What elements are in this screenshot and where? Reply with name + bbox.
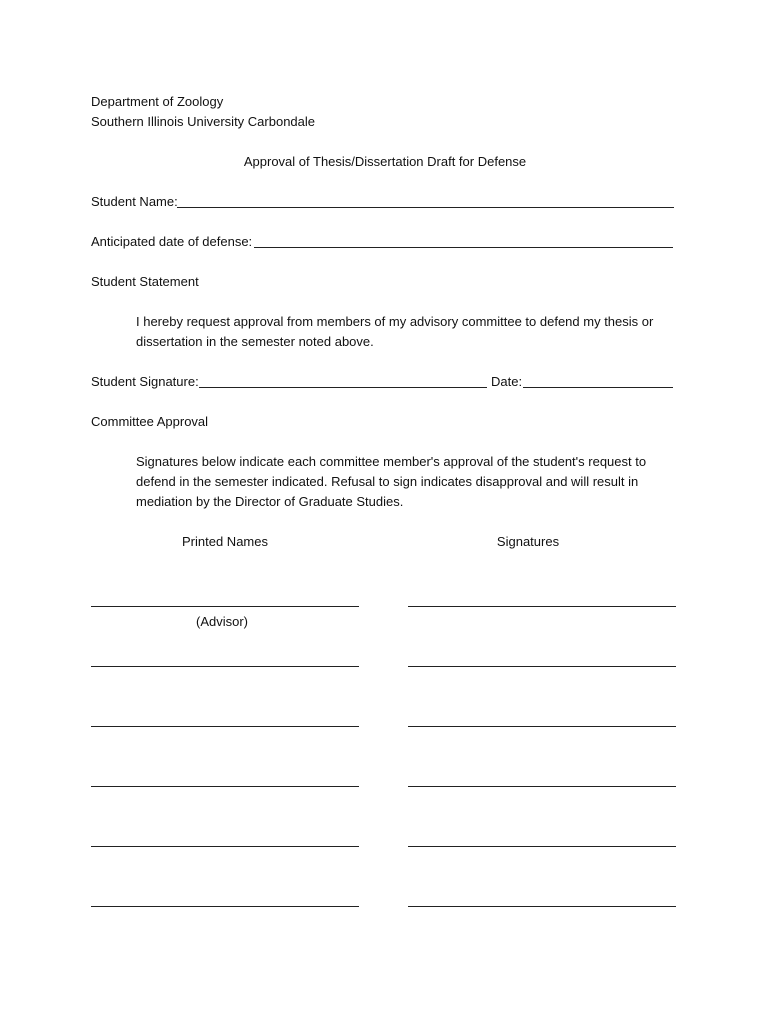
- date-field[interactable]: [523, 387, 673, 388]
- student-statement-heading: Student Statement: [91, 274, 199, 289]
- student-name-field[interactable]: [177, 207, 674, 208]
- form-title: Approval of Thesis/Dissertation Draft for Defense: [243, 154, 527, 169]
- department-name: Department of Zoology: [91, 94, 224, 109]
- committee-approval-text: Signatures below indicate each committee member's approval of the student's request to defend in the semester indicated. Refusal to sign indicates disapproval and will result in mediation by the Director of Graduate Studies.: [136, 454, 647, 509]
- student-name-label: Student Name:: [91, 194, 178, 209]
- printed-name-line-5[interactable]: [91, 846, 359, 847]
- student-signature-field[interactable]: [199, 387, 487, 388]
- signature-line-4[interactable]: [408, 786, 676, 787]
- student-signature-label: Student Signature:: [91, 374, 199, 389]
- signature-line-advisor[interactable]: [408, 606, 676, 607]
- university-name: Southern Illinois University Carbondale: [91, 114, 316, 129]
- date-label: Date:: [491, 374, 523, 389]
- printed-name-line-2[interactable]: [91, 666, 359, 667]
- signature-line-6[interactable]: [408, 906, 676, 907]
- student-statement-text: I hereby request approval from members of my advisory committee to defend my thesis or dissertation in the semester noted above.: [136, 314, 654, 349]
- defense-date-field[interactable]: [254, 247, 673, 248]
- signature-line-2[interactable]: [408, 666, 676, 667]
- signature-line-3[interactable]: [408, 726, 676, 727]
- printed-name-line-advisor[interactable]: [91, 606, 359, 607]
- printed-names-header: Printed Names: [182, 534, 268, 549]
- defense-date-label: Anticipated date of defense:: [91, 234, 253, 249]
- printed-name-line-3[interactable]: [91, 726, 359, 727]
- advisor-label: (Advisor): [195, 614, 248, 629]
- signature-line-5[interactable]: [408, 846, 676, 847]
- printed-name-line-4[interactable]: [91, 786, 359, 787]
- signatures-header: Signatures: [496, 534, 560, 549]
- printed-name-line-6[interactable]: [91, 906, 359, 907]
- committee-approval-heading: Committee Approval: [91, 414, 209, 429]
